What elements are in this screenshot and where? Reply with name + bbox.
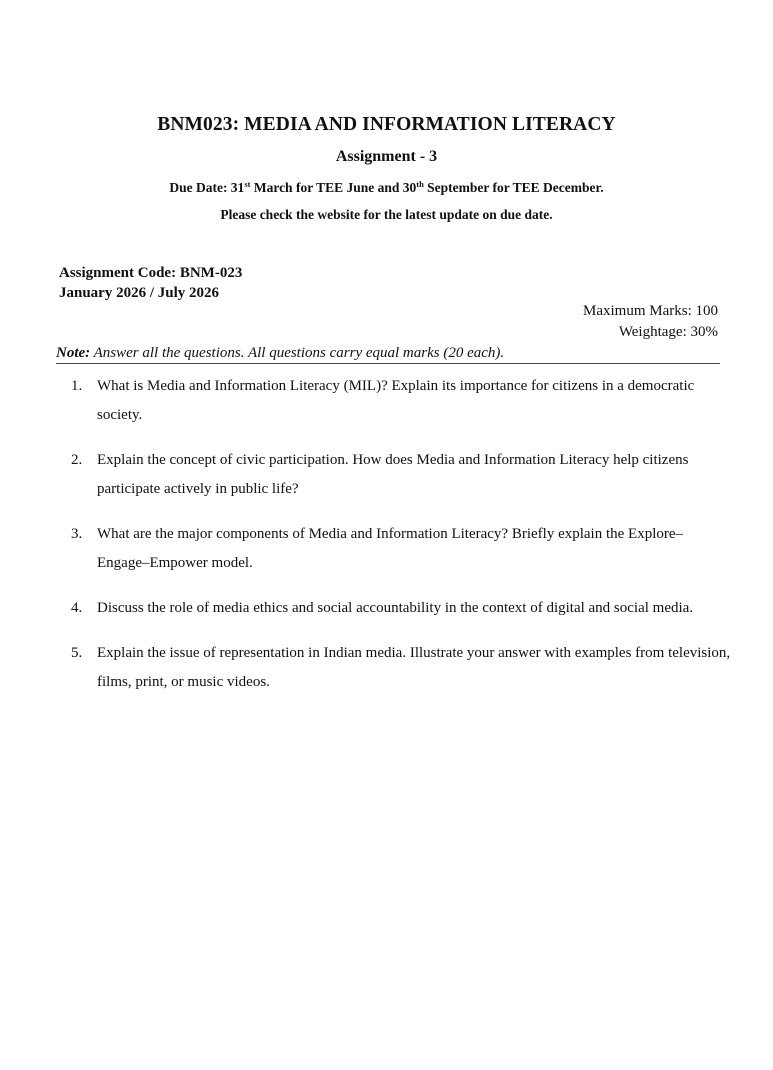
due-date-sup-st: st bbox=[244, 179, 251, 189]
question-item bbox=[71, 520, 731, 578]
question-item bbox=[71, 639, 731, 697]
assignment-number: Assignment - 3 bbox=[335, 148, 438, 165]
question-text: Discuss the role of media ethics and social accountability in the context of digital and social media. bbox=[97, 600, 694, 616]
question-text: Explain the concept of civic participation. How does Media and Information Literacy help citizens participate actively in public life? bbox=[97, 452, 689, 497]
due-date-line bbox=[0, 180, 773, 196]
question-item bbox=[71, 372, 731, 430]
note-label: Note: bbox=[56, 345, 91, 361]
maximum-marks: Maximum Marks: 100 bbox=[583, 303, 718, 319]
question-number: 1. bbox=[71, 378, 83, 394]
weightage: Weightage: 30% bbox=[618, 324, 718, 340]
question-number: 4. bbox=[71, 600, 83, 616]
instructions-note bbox=[56, 345, 504, 362]
assignment-code: Assignment Code: BNM-023 bbox=[59, 265, 243, 281]
due-date-prefix: Due Date: 31 bbox=[169, 180, 245, 195]
website-check-note: Please check the website for the latest update on due date. bbox=[220, 207, 553, 222]
due-date-middle: March for TEE June and 30 bbox=[250, 180, 417, 195]
question-list bbox=[71, 372, 731, 713]
question-text: Explain the issue of representation in Indian media. Illustrate your answer with examples from television, films, print, or music videos. bbox=[97, 645, 731, 690]
due-date-suffix: September for TEE December. bbox=[423, 180, 604, 195]
document-title: BNM023: MEDIA AND INFORMATION LITERACY bbox=[157, 114, 616, 135]
due-date-sup-th: th bbox=[416, 179, 424, 189]
question-number: 3. bbox=[71, 526, 83, 542]
question-number: 2. bbox=[71, 452, 83, 468]
note-text: Answer all the questions. All questions carry equal marks (20 each). bbox=[90, 345, 505, 361]
question-text: What are the major components of Media and Information Literacy? Briefly explain the Explore–Engage–Empower model. bbox=[97, 526, 684, 571]
question-text: What is Media and Information Literacy (MIL)? Explain its importance for citizens in a democratic society. bbox=[97, 378, 695, 423]
question-number: 5. bbox=[71, 645, 83, 661]
question-item bbox=[71, 594, 731, 623]
session-label: January 2026 / July 2026 bbox=[59, 285, 220, 301]
divider-rule bbox=[56, 363, 720, 364]
question-item bbox=[71, 446, 731, 504]
